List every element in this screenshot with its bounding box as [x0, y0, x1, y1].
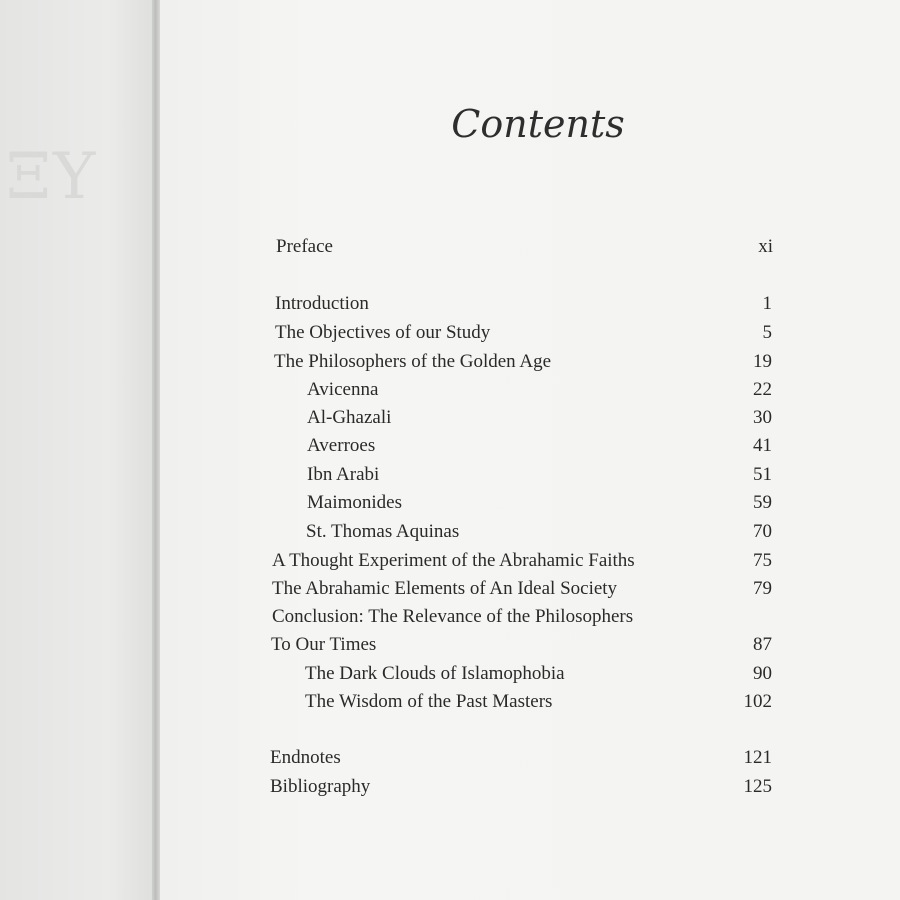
toc-entry-title: A Thought Experiment of the Abrahamic Faiths: [272, 550, 635, 571]
toc-entry-title: Introduction: [275, 293, 369, 314]
toc-entry-islamophobia: [305, 661, 772, 687]
toc-entry-preface: [276, 234, 773, 260]
toc-entry-page: 102: [743, 691, 772, 712]
toc-entry-conclusion: [272, 604, 772, 630]
toc-entry-maimonides: [307, 490, 772, 516]
toc-entry-averroes: [307, 433, 772, 459]
toc-entry-aquinas: [306, 519, 772, 545]
toc-entry-title: Bibliography: [270, 776, 371, 797]
toc-entry-page: 22: [753, 379, 772, 400]
toc-entry-title: Averroes: [307, 435, 376, 456]
toc-entry-golden-age: [274, 349, 772, 375]
toc-entry-abrahamic-elements: [272, 576, 772, 602]
toc-entry-title: Endnotes: [270, 747, 341, 768]
toc-entry-page: 87: [753, 634, 772, 655]
toc-entry-page: 19: [753, 351, 772, 372]
page-title: Contents: [451, 102, 625, 146]
left-page: [0, 0, 156, 900]
toc-entry-page: 1: [762, 293, 772, 314]
toc-entry-page: 90: [753, 663, 772, 684]
toc-entry-page: xi: [758, 236, 773, 257]
toc-entry-objectives: [275, 320, 772, 346]
toc-entry-title: The Wisdom of the Past Masters: [305, 691, 553, 712]
toc-entry-page: 5: [762, 322, 772, 343]
toc-entry-title: Ibn Arabi: [307, 464, 380, 485]
toc-entry-title: The Objectives of our Study: [275, 322, 491, 343]
toc-entry-title: Preface: [276, 236, 333, 257]
toc-entry-avicenna: [307, 377, 772, 403]
show-through-mark: ΞY: [6, 140, 98, 214]
toc-entry-past-masters: [305, 689, 772, 715]
toc-entry-bibliography: [270, 774, 772, 800]
toc-entry-page: 121: [743, 747, 772, 768]
toc-entry-page: 51: [753, 464, 772, 485]
toc-entry-page: 79: [753, 578, 772, 599]
toc-entry-page: 125: [743, 776, 772, 797]
toc-entry-title: Maimonides: [307, 492, 402, 513]
toc-entry-title: Conclusion: The Relevance of the Philosophers: [272, 606, 634, 627]
contents-page: [160, 0, 900, 900]
toc-entry-title: The Philosophers of the Golden Age: [274, 351, 552, 372]
toc-entry-title: To Our Times: [271, 634, 377, 655]
toc-entry-endnotes: [270, 745, 772, 771]
toc-entry-title: St. Thomas Aquinas: [306, 521, 460, 542]
toc-entry-page: 70: [753, 521, 772, 542]
toc-entry-to-our-times: [271, 632, 772, 658]
toc-entry-page: 59: [753, 492, 772, 513]
toc-entry-page: 41: [753, 435, 772, 456]
toc-entry-title: Al-Ghazali: [307, 407, 392, 428]
toc-entry-title: Avicenna: [307, 379, 379, 400]
toc-entry-page: 30: [753, 407, 772, 428]
toc-entry-al-ghazali: [307, 405, 772, 431]
toc-entry-introduction: [275, 291, 772, 317]
toc-entry-page: 75: [753, 550, 772, 571]
toc-entry-thought-experiment: [272, 548, 772, 574]
toc-entry-title: The Dark Clouds of Islamophobia: [305, 663, 565, 684]
toc-entry-ibn-arabi: [307, 462, 772, 488]
toc-entry-title: The Abrahamic Elements of An Ideal Society: [272, 578, 618, 599]
book-gutter: [152, 0, 160, 900]
